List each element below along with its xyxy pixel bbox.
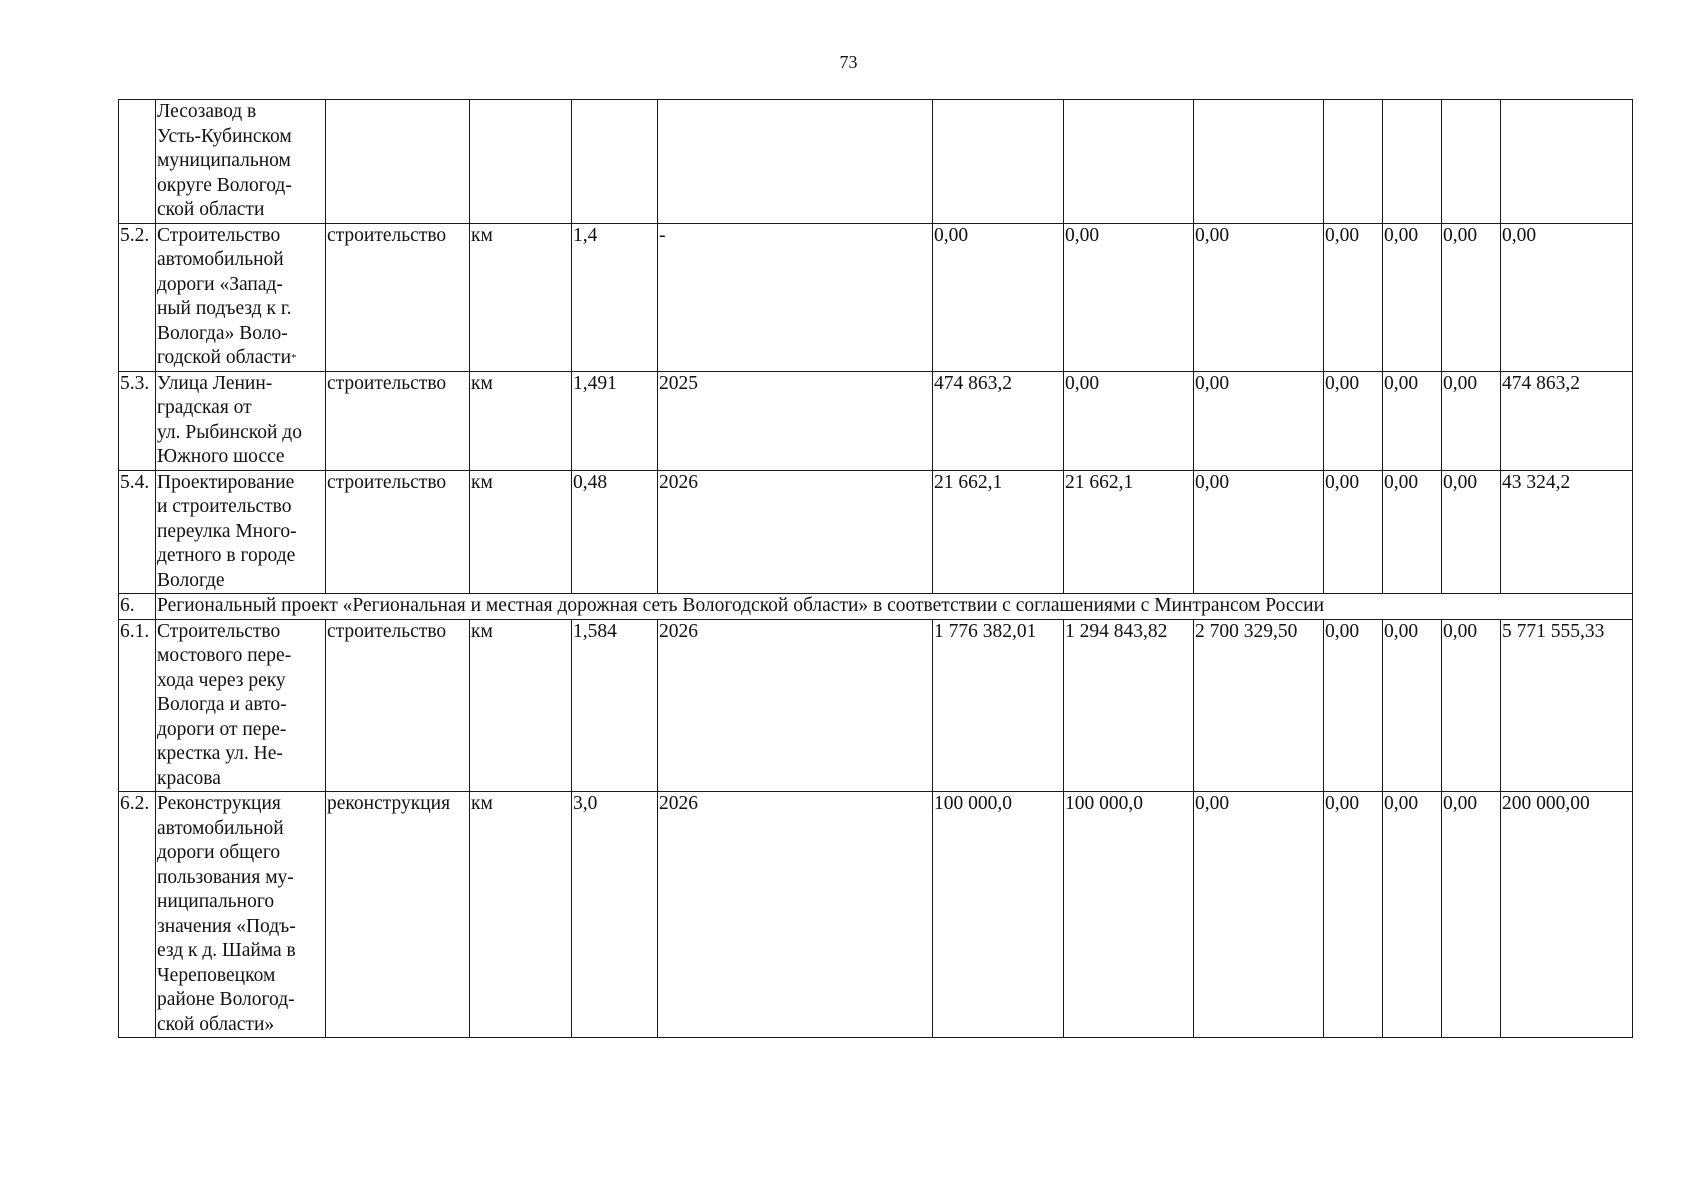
- year-cell: 2026: [658, 792, 933, 1038]
- amount-cell-1: [933, 100, 1064, 224]
- amount-cell-2: [1064, 100, 1194, 224]
- amount-cell-5: 0,00: [1383, 371, 1442, 470]
- work-type-cell: [326, 100, 470, 224]
- object-name-line: Проектирование: [157, 471, 295, 493]
- object-name-line: Строительство: [157, 620, 281, 642]
- amount-cell-5: 0,00: [1383, 470, 1442, 594]
- length-cell: 1,491: [572, 371, 658, 470]
- amount-cell-4: 0,00: [1324, 619, 1383, 792]
- object-name-line: красова: [157, 767, 221, 789]
- unit-cell: км: [470, 223, 572, 371]
- table-row: [119, 223, 1633, 371]
- amount-cell-6: 0,00: [1442, 223, 1501, 371]
- object-name-line: автомобильной: [157, 249, 284, 270]
- work-type-cell: строительство: [326, 223, 470, 371]
- total-cell: 5 771 555,33: [1501, 619, 1633, 792]
- table-row: [119, 619, 1633, 792]
- table-row: [119, 470, 1633, 594]
- object-name-line: округе Вологод-: [157, 174, 292, 196]
- unit-cell: [470, 100, 572, 224]
- year-cell: 2025: [658, 371, 933, 470]
- object-name-line: хода через реку: [157, 669, 286, 691]
- amount-cell-2: 0,00: [1064, 371, 1194, 470]
- object-name-line: значения «Подъ-: [157, 915, 296, 937]
- amount-cell-2: 21 662,1: [1064, 470, 1194, 594]
- object-name-cell: [156, 223, 326, 371]
- object-name-line: ской области: [157, 199, 265, 220]
- row-number-cell: 5.4.: [119, 470, 156, 594]
- amount-cell-2: 0,00: [1064, 223, 1194, 371]
- amount-cell-5: 0,00: [1383, 223, 1442, 371]
- table-row: [119, 371, 1633, 470]
- object-name-line: дороги от пере-: [157, 718, 287, 740]
- object-name-line: ской области»: [157, 1013, 275, 1035]
- amount-cell-4: 0,00: [1324, 792, 1383, 1038]
- amount-cell-1: 474 863,2: [933, 371, 1064, 470]
- amount-cell-2: 1 294 843,82: [1064, 619, 1194, 792]
- object-name-line: Череповецком: [157, 964, 276, 986]
- object-name-cell: [156, 792, 326, 1038]
- amount-cell-5: 0,00: [1383, 792, 1442, 1038]
- row-number-cell: 5.3.: [119, 371, 156, 470]
- amount-cell-1: 21 662,1: [933, 470, 1064, 594]
- footnote-mark: *: [291, 352, 297, 364]
- object-name-line: Реконструкция: [157, 793, 281, 814]
- amount-cell-5: [1383, 100, 1442, 224]
- object-name-line: Вологда и авто-: [157, 694, 287, 715]
- amount-cell-1: 1 776 382,01: [933, 619, 1064, 792]
- object-name-line: градская от: [157, 397, 252, 418]
- object-name-line: Лесозавод в: [157, 101, 257, 122]
- amount-cell-4: 0,00: [1324, 470, 1383, 594]
- object-name-line: мостового пере-: [157, 645, 292, 666]
- amount-cell-4: 0,00: [1324, 371, 1383, 470]
- section-title-cell: Региональный проект «Региональная и местная дорожная сеть Вологодской области» в соответствии с соглашениями с Минтрансом России: [156, 594, 1633, 620]
- row-number-cell: 6.1.: [119, 619, 156, 792]
- year-cell: -: [658, 223, 933, 371]
- year-cell: 2026: [658, 619, 933, 792]
- length-cell: 1,4: [572, 223, 658, 371]
- page-number: 73: [839, 52, 858, 72]
- table-row: [119, 792, 1633, 1038]
- document-table: [118, 99, 1633, 1038]
- section-number-cell: 6.: [119, 594, 156, 620]
- amount-cell-4: [1324, 100, 1383, 224]
- object-name-cell: [156, 470, 326, 594]
- work-type-cell: строительство: [326, 371, 470, 470]
- amount-cell-3: 0,00: [1194, 371, 1324, 470]
- total-cell: 0,00: [1501, 223, 1633, 371]
- year-cell: [658, 100, 933, 224]
- object-name-line: автомобильной: [157, 817, 284, 839]
- object-name-line: переулка Много-: [157, 520, 297, 542]
- object-name-cell: [156, 619, 326, 792]
- row-number-cell: 5.2.: [119, 223, 156, 371]
- amount-cell-6: 0,00: [1442, 470, 1501, 594]
- amount-cell-5: 0,00: [1383, 619, 1442, 792]
- amount-cell-4: 0,00: [1324, 223, 1383, 371]
- section-row: [119, 594, 1633, 620]
- table-row: [119, 100, 1633, 224]
- amount-cell-2: 100 000,0: [1064, 792, 1194, 1038]
- object-name-line: дороги общего: [157, 842, 281, 863]
- amount-cell-6: 0,00: [1442, 371, 1501, 470]
- object-name-line: муниципальном: [157, 150, 291, 171]
- object-name-line: детного в городе: [157, 545, 296, 566]
- object-name-line: годской области: [157, 347, 292, 368]
- unit-cell: км: [470, 371, 572, 470]
- unit-cell: км: [470, 470, 572, 594]
- object-name-line: пользования му-: [157, 866, 294, 888]
- amount-cell-1: 0,00: [933, 223, 1064, 371]
- object-name-line: крестка ул. Не-: [157, 743, 283, 764]
- unit-cell: км: [470, 619, 572, 792]
- object-name-line: и строительство: [157, 496, 292, 517]
- work-type-cell: строительство: [326, 619, 470, 792]
- length-cell: 0,48: [572, 470, 658, 594]
- length-cell: 1,584: [572, 619, 658, 792]
- amount-cell-6: [1442, 100, 1501, 224]
- row-number-cell: 6.2.: [119, 792, 156, 1038]
- row-number-cell: [119, 100, 156, 224]
- object-name-line: ул. Рыбинской до: [157, 421, 302, 443]
- object-name-line: ный подъезд к г.: [157, 298, 292, 319]
- total-cell: 200 000,00: [1501, 792, 1633, 1038]
- amount-cell-3: 0,00: [1194, 792, 1324, 1038]
- table-body: [119, 100, 1633, 1038]
- object-name-line: ниципального: [157, 891, 275, 912]
- object-name-line: Усть-Кубинском: [157, 125, 292, 147]
- object-name-cell: [156, 100, 326, 224]
- amount-cell-6: 0,00: [1442, 792, 1501, 1038]
- amount-cell-3: 0,00: [1194, 470, 1324, 594]
- length-cell: 3,0: [572, 792, 658, 1038]
- object-name-line: дороги «Запад-: [157, 273, 283, 295]
- work-type-cell: строительство: [326, 470, 470, 594]
- total-cell: [1501, 100, 1633, 224]
- object-name-line: Вологда» Воло-: [157, 322, 288, 344]
- object-name-line: Строительство: [157, 224, 281, 246]
- amount-cell-3: 2 700 329,50: [1194, 619, 1324, 792]
- length-cell: [572, 100, 658, 224]
- work-type-cell: реконструкция: [326, 792, 470, 1038]
- object-name-line: районе Вологод-: [157, 989, 295, 1010]
- total-cell: 474 863,2: [1501, 371, 1633, 470]
- unit-cell: км: [470, 792, 572, 1038]
- amount-cell-3: [1194, 100, 1324, 224]
- amount-cell-3: 0,00: [1194, 223, 1324, 371]
- object-name-line: Южного шоссе: [157, 446, 285, 467]
- amount-cell-1: 100 000,0: [933, 792, 1064, 1038]
- total-cell: 43 324,2: [1501, 470, 1633, 594]
- object-name-line: Улица Ленин-: [157, 372, 273, 394]
- object-name-cell: [156, 371, 326, 470]
- object-name-line: Вологде: [157, 569, 225, 591]
- object-name-line: езд к д. Шайма в: [157, 940, 296, 961]
- year-cell: 2026: [658, 470, 933, 594]
- amount-cell-6: 0,00: [1442, 619, 1501, 792]
